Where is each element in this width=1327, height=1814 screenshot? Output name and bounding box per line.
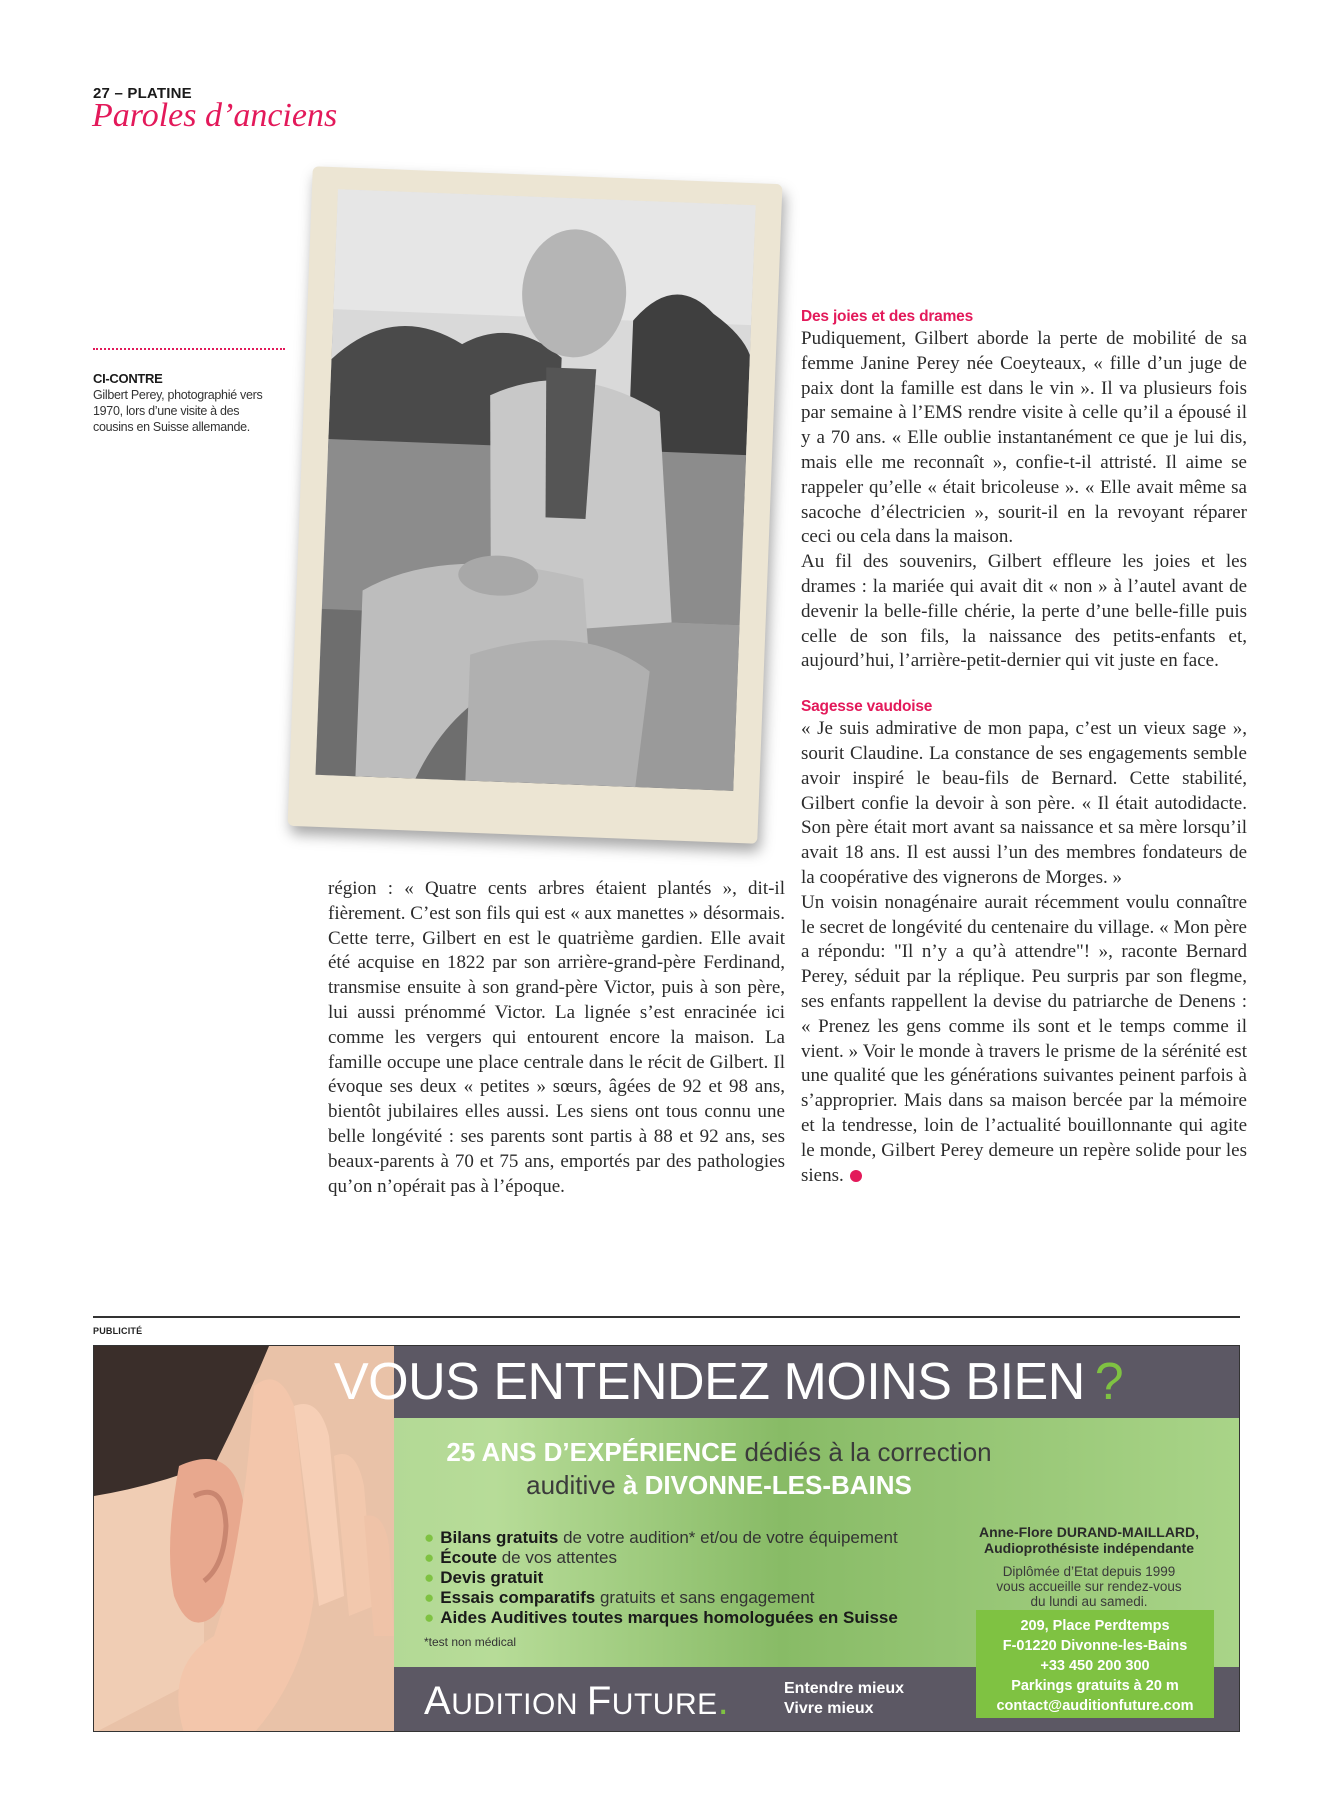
section-kicker: 27 – PLATINE — [93, 85, 192, 102]
benefit-text: de vos attentes — [496, 1548, 617, 1567]
benefit-bold: Aides Auditives toutes marques homologuées en Suisse — [440, 1608, 898, 1627]
contact-phone[interactable]: +33 450 200 300 — [1040, 1658, 1150, 1674]
benefit-bold: Écoute — [440, 1548, 497, 1567]
bullet-icon: ● — [424, 1548, 435, 1567]
benefit-text: de votre audition* et/ou de votre équipement — [558, 1528, 898, 1547]
experience-location: à DIVONNE-LES-BAINS — [622, 1470, 912, 1500]
ad-experience — [414, 1436, 1024, 1502]
ad-headline-text: VOUS ENTENDEZ MOINS BIEN — [334, 1353, 1085, 1411]
subheading-sagesse-vaudoise: Sagesse vaudoise — [801, 698, 933, 716]
info-line: vous accueille sur rendez-vous — [996, 1579, 1182, 1594]
paragraph: Au fil des souvenirs, Gilbert effleure les joies et les drames : la mariée qui avait dit « non » à l’autel avant de devenir la belle-fille chérie, la perte d’une belle-fille puis celle de son fils, la naissance des petits-enfants et, aujourd’hui, l’arrière-petit-dernier qui vit juste en face. — [801, 551, 1247, 672]
ad-divider — [93, 1316, 1240, 1318]
benefit-item — [424, 1588, 898, 1608]
ad-benefits-list — [424, 1528, 898, 1628]
ad-headline — [334, 1350, 1123, 1414]
experience-line2: auditive — [526, 1470, 623, 1500]
advertisement-label: PUBLICITÉ — [93, 1326, 143, 1336]
ad-practitioner — [954, 1524, 1224, 1609]
end-mark-icon — [850, 1170, 862, 1182]
photo-caption — [93, 371, 263, 435]
benefit-item — [424, 1568, 898, 1588]
info-line: Diplômée d’Etat depuis 1999 — [1002, 1564, 1176, 1579]
photo-image — [315, 189, 755, 791]
benefit-item — [424, 1548, 898, 1568]
caption-text: Gilbert Perey, photographié vers 1970, lors d’une visite à des cousins en Suisse allemande. — [93, 388, 263, 434]
portrait-photo-icon — [315, 189, 755, 791]
benefit-bold: Bilans gratuits — [440, 1528, 559, 1547]
paragraph-final — [801, 891, 1247, 1189]
contact-city: F-01220 Divonne-les-Bains — [1002, 1638, 1188, 1654]
vintage-photo — [288, 166, 783, 844]
contact-address: 209, Place Perdtemps — [1020, 1618, 1170, 1634]
brand-slogan — [784, 1679, 904, 1719]
paragraph: Pudiquement, Gilbert aborde la perte de mobilité de sa femme Janine Perey née Coeyteaux, « fille d’un juge de paix dont la famille est dans le vin ». Il va plusieurs fois par semaine à l’EMS rendre visite à celle qu’il a épousé il y a 70 ans. « Elle oublie instantanément ce que je lui dis, mais elle me reconnaît », confie-t-il attristé. Il aime se rappeler qu’elle « était bricoleuse ». « Elle avait même sa sacoche d’électricien », sourit-il en la revoyant réparer ceci ou cela dans la maison. — [801, 328, 1247, 548]
practitioner-name: Anne-Flore DURAND-MAILLARD, — [978, 1524, 1200, 1540]
contact-parking: Parkings gratuits à 20 m — [1011, 1678, 1179, 1694]
slogan-line: Vivre mieux — [784, 1700, 874, 1717]
practitioner-info — [954, 1564, 1224, 1609]
benefit-item — [424, 1528, 898, 1548]
practitioner-role: Audioprothésiste indépendante — [983, 1540, 1194, 1556]
brand-text: UDITION — [451, 1688, 587, 1721]
brand-letter: F — [586, 1679, 612, 1723]
experience-bold: 25 ANS D’EXPÉRIENCE — [446, 1437, 738, 1467]
benefit-bold: Essais comparatifs — [440, 1588, 596, 1607]
brand-dot-icon: . — [717, 1679, 730, 1723]
advertisement[interactable] — [93, 1345, 1240, 1732]
caption-title: CI-CONTRE — [93, 371, 163, 386]
benefit-bold: Devis gratuit — [440, 1568, 544, 1587]
paragraph: région : « Quatre cents arbres étaient plantés », dit-il fièrement. C’est son fils qui est « aux manettes » désormais. — [328, 878, 785, 924]
slogan-line: Entendre mieux — [784, 1680, 905, 1697]
article-column-right — [801, 307, 1247, 1188]
dotted-divider — [93, 348, 285, 350]
rubric-title: Paroles d’anciens — [92, 97, 338, 134]
article-column-left — [328, 877, 785, 1199]
question-mark: ? — [1094, 1353, 1124, 1411]
brand-letter: A — [424, 1679, 452, 1723]
contact-email[interactable]: contact@auditionfuture.com — [996, 1698, 1194, 1714]
paragraph-text: Un voisin nonagénaire aurait récemment voulu connaître le secret de longévité du centenaire du village. « Mon père a répondu: "Il n’y a qu’à attendre"! », raconte Bernard Perey, séduit par la réplique. Peu surpris par son flegme, ses enfants rappellent la devise du patriarche de Denens : « Prenez les gens comme ils sont et le temps comme il vient. » Voir le monde à travers le prisme de la sérénité est une qualité que les générations suivantes peinent parfois à s’approprier. Mais dans sa maison bercée par la mémoire et la tendresse, loin de l’actualité bouillonnante qui agite le monde, Gilbert Perey demeure un repère solide pour les siens. — [801, 891, 1247, 1186]
ad-footnote: *test non médical — [424, 1635, 517, 1649]
brand-logo — [424, 1676, 729, 1730]
subheading-joies-drames: Des joies et des drames — [801, 308, 974, 325]
experience-text: dédiés à la correction — [737, 1437, 992, 1467]
ad-contact-box — [976, 1610, 1214, 1718]
paragraph: Cette terre, Gilbert en est le quatrième gardien. Elle avait été acquise en 1822 par son arrière-grand-père Ferdinand, transmise ensuite à son grand-père Victor, puis à son père, lui aussi prénommé Victor. La lignée s’est enracinée ici comme les vergers qui entourent encore la maison. La famille occupe une place centrale dans le récit de Gilbert. Il évoque ses deux « petites » sœurs, âgées de 92 et 98 ans, bientôt jubilaires elles aussi. Les siens ont tous connu une belle longévité : ses parents sont partis à 88 et 92 ans, ses beaux-parents à 70 et 75 ans, emportés par des pathologies qu’on n’opérait pas à l’époque. — [328, 927, 785, 1197]
paragraph: « Je suis admirative de mon papa, c’est un vieux sage », sourit Claudine. La constance de ses engagements semble avoir inspiré le beau-fils de Bernard. Cette stabilité, Gilbert confie la devoir à son père. « Il était autodidacte. Son père était mort avant sa naissance et sa mère lorsqu’il avait 18 ans. Il est aussi l’un des membres fondateurs de la coopérative des vignerons de Morges. » — [801, 718, 1247, 888]
brand-text: UTURE — [611, 1688, 718, 1721]
benefit-item — [424, 1608, 898, 1628]
bullet-icon: ● — [424, 1608, 435, 1627]
bullet-icon: ● — [424, 1528, 435, 1547]
bullet-icon: ● — [424, 1568, 435, 1587]
benefit-text: gratuits et sans engagement — [595, 1588, 815, 1607]
bullet-icon: ● — [424, 1588, 435, 1607]
info-line: du lundi au samedi. — [1030, 1594, 1148, 1609]
